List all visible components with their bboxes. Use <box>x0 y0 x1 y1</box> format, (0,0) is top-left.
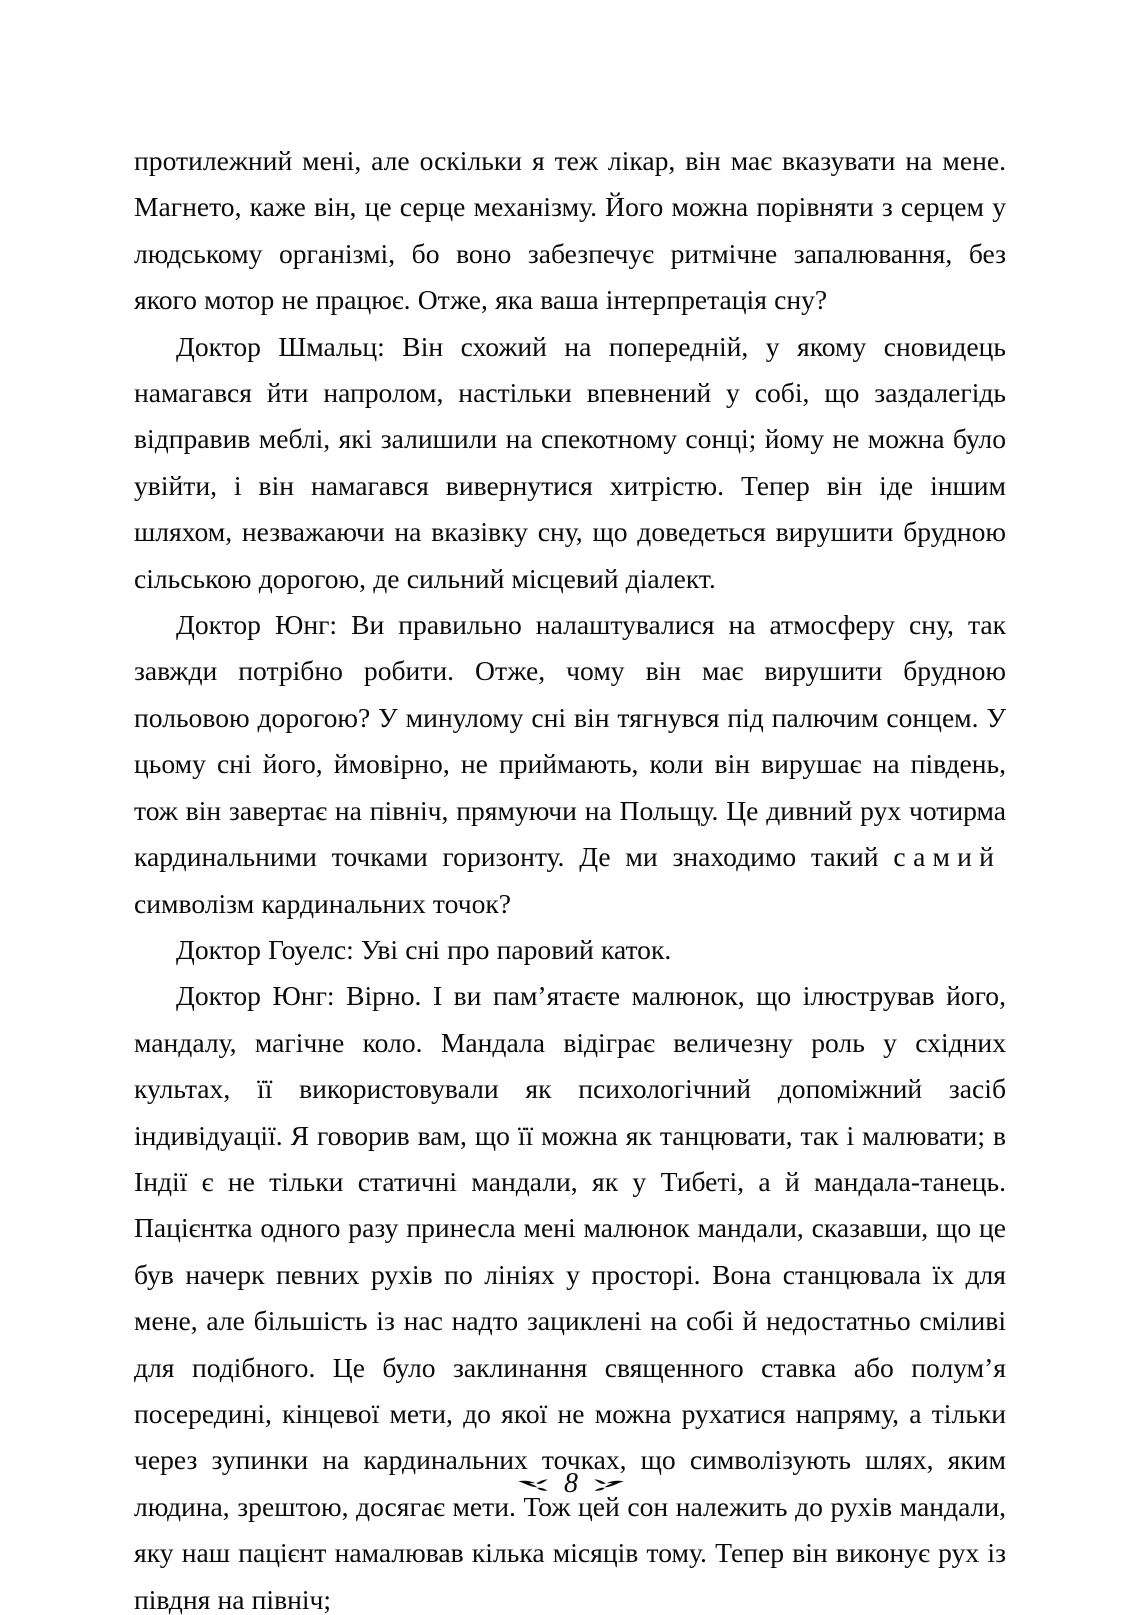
leaf-flourish-right-icon <box>591 1476 625 1494</box>
paragraph: Доктор Юнг: Ви правильно налаштувалися на атмосферу сну, так завжди потрібно робити. Отже, чому він має вирушити брудною польовою дорогою? У минулому сні він тягнувся під палючим сонцем. У цьому сні його, ймовірно, не приймають, коли він вирушає на південь, тож він завертає на північ, прямуючи на Польщу. Це дивний рух чотирма кардинальними точками горизонту. Де ми знаходимо такий самий символізм кардинальних точок? <box>134 609 1006 919</box>
paragraph: протилежний мені, але оскільки я теж лікар, він має вказувати на мене. Магнето, каже він, це серце механізму. Його можна порівняти з серцем у людському організмі, бо воно забезпечує ритмічне запалювання, без якого мотор не працює. Отже, яка ваша інтерпретація сну? <box>134 145 1006 316</box>
paragraph: Доктор Гоуелс: Уві сні про паровий каток. <box>176 933 672 965</box>
paragraph: Доктор Юнг: Вірно. І ви пам’ятаєте малюнок, що ілюстрував його, мандалу, магічне коло. Мандала відіграє величезну роль у східних культах, її використовували як психологічний допоміжний засіб індивідуації. Я говорив вам, що її можна як танцювати, так і малювати; в Індії є не тільки статичні мандали, як у Тибеті, а й мандала-танець. Пацієнтка одного разу принесла мені малюнок мандали, сказавши, що це був начерк певних рухів по лініях у просторі. Вона станцювала їх для мене, але більшість із нас надто зациклені на собі й недостатньо сміливі для подібного. Це було заклинання священного ставка або полум’я посередині, кінцевої мети, до якої не можна рухатися напряму, а тільки через зупинки на кардинальних точках, що символізують шлях, яким людина, зрештою, досягає мети. Тож цей сон належить до рухів мандали, яку наш пацієнт намалював кілька місяців тому. Тепер він виконує рух із півдня на північ; <box>134 980 1006 1615</box>
leaf-flourish-left-icon <box>517 1476 551 1494</box>
page-number: 8 <box>564 1468 578 1499</box>
page-text-block <box>134 138 1006 1615</box>
emphasis-letterspaced: самий <box>893 841 1002 873</box>
page-footer <box>0 1462 1142 1508</box>
paragraph: Доктор Шмальц: Він схожий на попередній, у якому сновидець намагався йти напролом, настільки впевнений у собі, що заздалегідь відправив меблі, які залишили на спекотному сонці; йому не можна було увійти, і він намагався вивернутися хитрістю. Тепер він іде іншим шляхом, незважаючи на вказівку сну, що доведеться вирушити брудною сільською дорогою, де сильний місцевий діалект. <box>134 330 1006 594</box>
